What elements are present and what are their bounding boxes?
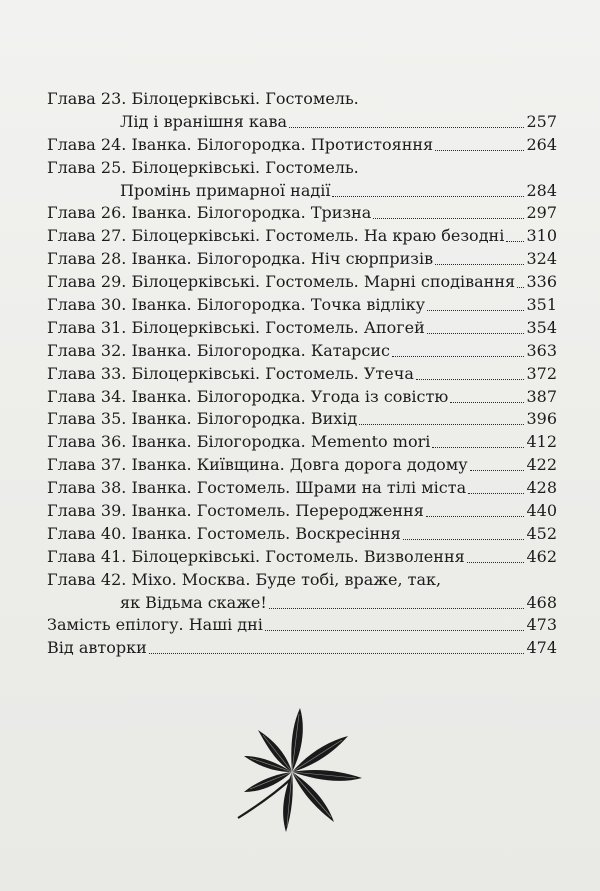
toc-entry — [47, 614, 557, 637]
toc-entry — [47, 271, 557, 294]
toc-title: Від авторки — [47, 638, 147, 658]
toc-page-number: 473 — [526, 615, 557, 635]
leader-dots — [373, 218, 524, 219]
toc-page-number: 412 — [526, 432, 557, 452]
toc-entry — [47, 340, 557, 363]
toc-page-number: 372 — [526, 363, 557, 383]
leader-dots — [359, 424, 524, 425]
toc-entry — [47, 569, 557, 615]
toc-page-number: 310 — [526, 226, 557, 246]
leader-dots — [269, 608, 525, 609]
toc-line — [47, 477, 557, 500]
toc-page-number: 428 — [526, 478, 557, 498]
toc-page-number: 336 — [526, 272, 557, 292]
toc-line — [47, 271, 557, 294]
toc-entry — [47, 134, 557, 157]
leader-dots — [435, 150, 524, 151]
toc-title: Глава 24. Іванка. Білогородка. Протистояння — [47, 134, 434, 154]
toc-title: Глава 36. Іванка. Білогородка. Memento mori — [47, 432, 431, 452]
toc-entry — [47, 637, 557, 660]
toc-entry — [47, 225, 557, 248]
toc-line — [47, 454, 557, 477]
toc-line — [47, 431, 557, 454]
toc-line — [47, 546, 557, 569]
toc-entry — [47, 157, 557, 203]
toc-line — [47, 202, 557, 225]
leader-dots — [416, 379, 525, 380]
toc-entry — [47, 500, 557, 523]
toc-title: Глава 34. Іванка. Білогородка. Угода із совістю — [47, 386, 449, 406]
toc-title: Глава 28. Іванка. Білогородка. Ніч сюрпризів — [47, 249, 434, 269]
leader-dots — [470, 470, 525, 471]
toc-line — [47, 317, 557, 340]
toc-line — [47, 500, 557, 523]
toc-page-number: 468 — [526, 592, 557, 612]
leader-dots — [332, 196, 524, 197]
toc-entry — [47, 248, 557, 271]
toc-page-number: 351 — [526, 295, 557, 315]
toc-line — [47, 157, 557, 180]
leader-dots — [427, 333, 525, 334]
table-of-contents — [47, 88, 557, 660]
toc-title: Глава 27. Білоцерківські. Гостомель. На краю безодні — [47, 226, 505, 246]
toc-title: Глава 26. Іванка. Білогородка. Тризна — [47, 203, 372, 223]
toc-page-number: 264 — [526, 134, 557, 154]
toc-entry — [47, 294, 557, 317]
toc-page-number: 354 — [526, 317, 557, 337]
toc-line — [47, 408, 557, 431]
toc-page-number: 452 — [526, 523, 557, 543]
toc-page-number: 257 — [526, 111, 557, 131]
toc-title: Глава 33. Білоцерківські. Гостомель. Утеча — [47, 363, 414, 383]
toc-line — [47, 134, 557, 157]
toc-title: Глава 42. Міхо. Москва. Буде тобі, враже, так, — [47, 569, 442, 589]
toc-line — [47, 88, 557, 111]
toc-entry — [47, 202, 557, 225]
toc-page-number: 363 — [526, 340, 557, 360]
toc-page-number: 387 — [526, 386, 557, 406]
toc-line — [47, 294, 557, 317]
leader-dots — [506, 241, 524, 242]
toc-title: Глава 41. Білоцерківські. Гостомель. Визволення — [47, 546, 465, 566]
leader-dots — [426, 516, 525, 517]
toc-line — [47, 180, 557, 203]
toc-line — [47, 225, 557, 248]
toc-line — [47, 592, 557, 615]
toc-title: Глава 29. Білоцерківські. Гостомель. Марні сподівання — [47, 272, 516, 292]
toc-title: Лід і вранішня кава — [120, 111, 287, 131]
toc-entry — [47, 431, 557, 454]
leader-dots — [468, 493, 524, 494]
toc-page-number: 462 — [526, 546, 557, 566]
leader-dots — [403, 539, 525, 540]
toc-title: Глава 39. Іванка. Гостомель. Переродження — [47, 501, 424, 521]
toc-title: як Відьма скаже! — [120, 592, 267, 612]
leader-dots — [467, 562, 525, 563]
leader-dots — [149, 653, 525, 654]
toc-line — [47, 637, 557, 660]
leader-dots — [432, 447, 524, 448]
toc-entry — [47, 386, 557, 409]
leader-dots — [450, 402, 524, 403]
toc-line — [47, 363, 557, 386]
toc-title: Глава 31. Білоцерківські. Гостомель. Апогей — [47, 317, 425, 337]
leaf-icon — [230, 700, 370, 840]
leader-dots — [392, 356, 524, 357]
toc-title: Глава 32. Іванка. Білогородка. Катарсис — [47, 340, 390, 360]
toc-title: Глава 38. Іванка. Гостомель. Шрами на тілі міста — [47, 478, 467, 498]
toc-title: Глава 37. Іванка. Київщина. Довга дорога додому — [47, 455, 468, 475]
leader-dots — [517, 287, 524, 288]
toc-title: Глава 23. Білоцерківські. Гостомель. — [47, 89, 359, 108]
toc-title: Глава 35. Іванка. Білогородка. Вихід — [47, 409, 358, 429]
toc-title: Глава 30. Іванка. Білогородка. Точка відліку — [47, 295, 426, 315]
toc-title: Глава 25. Білоцерківські. Гостомель. — [47, 157, 359, 177]
toc-line — [47, 111, 557, 134]
toc-page-number: 284 — [526, 180, 557, 200]
toc-line — [47, 523, 557, 546]
toc-page-number: 396 — [526, 409, 557, 429]
leader-dots — [435, 264, 524, 265]
toc-title: Глава 40. Іванка. Гостомель. Воскресіння — [47, 523, 401, 543]
toc-entry — [47, 408, 557, 431]
toc-line — [47, 248, 557, 271]
toc-page-number: 474 — [526, 638, 557, 658]
toc-entry — [47, 317, 557, 340]
toc-line — [47, 614, 557, 637]
toc-page-number: 440 — [526, 501, 557, 521]
toc-line — [47, 340, 557, 363]
toc-entry — [47, 477, 557, 500]
leader-dots — [265, 630, 525, 631]
toc-entry — [47, 546, 557, 569]
toc-line — [47, 386, 557, 409]
toc-page-number: 297 — [526, 203, 557, 223]
toc-line — [47, 569, 557, 592]
toc-entry — [47, 363, 557, 386]
toc-page-number: 324 — [526, 249, 557, 269]
toc-title: Замість епілогу. Наші дні — [47, 615, 263, 635]
toc-page-number: 422 — [526, 455, 557, 475]
toc-title: Промінь примарної надії — [120, 180, 331, 200]
toc-entry — [47, 88, 557, 134]
toc-entry — [47, 523, 557, 546]
leader-dots — [427, 310, 524, 311]
toc-entry — [47, 454, 557, 477]
leader-dots — [289, 127, 524, 128]
